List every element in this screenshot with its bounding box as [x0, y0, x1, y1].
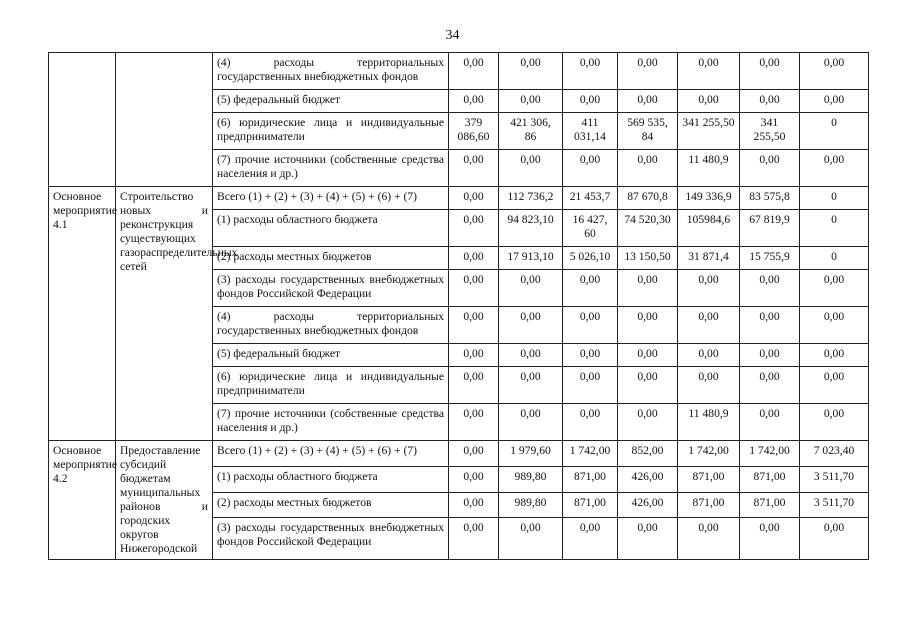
- amount-cell: 989,80: [499, 466, 563, 492]
- amount-cell: 0,00: [678, 90, 740, 113]
- amount-cell: 0,00: [618, 344, 678, 367]
- amount-cell: 871,00: [740, 466, 800, 492]
- funding-source-label: (5) федеральный бюджет: [213, 344, 449, 367]
- page-number: 34: [445, 28, 460, 43]
- amount-cell: 149 336,9: [678, 187, 740, 210]
- amount-cell: 105984,6: [678, 210, 740, 247]
- funding-source-label: (3) расходы государственных внебюджетных фондов Российской Федерации: [213, 270, 449, 307]
- amount-cell: 87 670,8: [618, 187, 678, 210]
- amount-cell: 871,00: [678, 492, 740, 518]
- amount-cell: 871,00: [563, 466, 618, 492]
- amount-cell: 0,00: [563, 404, 618, 441]
- amount-cell: 0,00: [740, 344, 800, 367]
- amount-cell: 0,00: [800, 150, 869, 187]
- amount-cell: 411 031,14: [563, 113, 618, 150]
- amount-cell: 0,00: [449, 150, 499, 187]
- amount-cell: 3 511,70: [800, 466, 869, 492]
- amount-cell: 0,00: [499, 404, 563, 441]
- table-row: [49, 441, 869, 467]
- amount-cell: 3 511,70: [800, 492, 869, 518]
- amount-cell: 426,00: [618, 492, 678, 518]
- amount-cell: 1 742,00: [740, 441, 800, 467]
- amount-cell: 0,00: [449, 344, 499, 367]
- amount-cell: 0,00: [740, 307, 800, 344]
- amount-cell: 94 823,10: [499, 210, 563, 247]
- amount-cell: 5 026,10: [563, 247, 618, 270]
- amount-cell: 0,00: [800, 270, 869, 307]
- amount-cell: 0,00: [449, 90, 499, 113]
- amount-cell: 0,00: [499, 90, 563, 113]
- amount-cell: 0,00: [618, 404, 678, 441]
- amount-cell: 871,00: [740, 492, 800, 518]
- amount-cell: 0: [800, 247, 869, 270]
- amount-cell: 0,00: [449, 210, 499, 247]
- amount-cell: 74 520,30: [618, 210, 678, 247]
- event-cell: Основное мероприятие 4.1: [49, 187, 116, 441]
- amount-cell: 0,00: [563, 270, 618, 307]
- amount-cell: 0,00: [678, 270, 740, 307]
- amount-cell: 0,00: [740, 367, 800, 404]
- amount-cell: 0: [800, 187, 869, 210]
- funding-source-label: (7) прочие источники (собственные средства населения и др.): [213, 404, 449, 441]
- amount-cell: 11 480,9: [678, 150, 740, 187]
- funding-source-label: (1) расходы областного бюджета: [213, 210, 449, 247]
- amount-cell: 0,00: [800, 344, 869, 367]
- amount-cell: 0,00: [449, 247, 499, 270]
- amount-cell: 1 979,60: [499, 441, 563, 467]
- amount-cell: 341 255,50: [740, 113, 800, 150]
- amount-cell: 0,00: [499, 53, 563, 90]
- amount-cell: 16 427, 60: [563, 210, 618, 247]
- amount-cell: 0,00: [800, 53, 869, 90]
- amount-cell: 0,00: [618, 307, 678, 344]
- amount-cell: 341 255,50: [678, 113, 740, 150]
- amount-cell: 0,00: [563, 518, 618, 560]
- event-name-cell: Строительство новых и реконструкция существующих газораспределительных сетей: [116, 187, 213, 441]
- amount-cell: 0,00: [740, 53, 800, 90]
- amount-cell: 0,00: [499, 307, 563, 344]
- amount-cell: 0,00: [449, 367, 499, 404]
- amount-cell: 0,00: [563, 307, 618, 344]
- amount-cell: 15 755,9: [740, 247, 800, 270]
- funding-source-label: (3) расходы государственных внебюджетных фондов Российской Федерации: [213, 518, 449, 560]
- amount-cell: 871,00: [678, 466, 740, 492]
- amount-cell: 0,00: [449, 53, 499, 90]
- amount-cell: 0,00: [449, 492, 499, 518]
- amount-cell: 0,00: [449, 270, 499, 307]
- event-cell: [49, 53, 116, 187]
- funding-source-label: (6) юридические лица и индивидуальные предприниматели: [213, 367, 449, 404]
- amount-cell: 0,00: [499, 518, 563, 560]
- amount-cell: 0,00: [800, 307, 869, 344]
- amount-cell: 379 086,60: [449, 113, 499, 150]
- amount-cell: 852,00: [618, 441, 678, 467]
- amount-cell: 7 023,40: [800, 441, 869, 467]
- event-name-cell: Предоставление субсидий бюджетам муниципальных районов и городских округов Нижегородской: [116, 441, 213, 560]
- amount-cell: 421 306, 86: [499, 113, 563, 150]
- event-name-cell: [116, 53, 213, 187]
- amount-cell: 83 575,8: [740, 187, 800, 210]
- amount-cell: 0,00: [449, 404, 499, 441]
- amount-cell: 0,00: [563, 90, 618, 113]
- funding-source-label: (6) юридические лица и индивидуальные предприниматели: [213, 113, 449, 150]
- amount-cell: 0,00: [499, 344, 563, 367]
- funding-source-label: (4) расходы территориальных государственных внебюджетных фондов: [213, 53, 449, 90]
- amount-cell: 0,00: [563, 53, 618, 90]
- amount-cell: 0,00: [678, 53, 740, 90]
- amount-cell: 0,00: [618, 270, 678, 307]
- amount-cell: 1 742,00: [563, 441, 618, 467]
- amount-cell: 0,00: [678, 518, 740, 560]
- amount-cell: 569 535, 84: [618, 113, 678, 150]
- amount-cell: 0,00: [563, 150, 618, 187]
- amount-cell: 11 480,9: [678, 404, 740, 441]
- event-cell: Основное мероприятие 4.2: [49, 441, 116, 560]
- amount-cell: 0,00: [740, 150, 800, 187]
- amount-cell: 0,00: [449, 307, 499, 344]
- amount-cell: 0,00: [678, 344, 740, 367]
- funding-source-label: Всего (1) + (2) + (3) + (4) + (5) + (6) + (7): [213, 187, 449, 210]
- amount-cell: 0,00: [678, 307, 740, 344]
- amount-cell: 0: [800, 210, 869, 247]
- amount-cell: 17 913,10: [499, 247, 563, 270]
- amount-cell: 13 150,50: [618, 247, 678, 270]
- funding-source-label: (4) расходы территориальных государственных внебюджетных фондов: [213, 307, 449, 344]
- table-row: [49, 187, 869, 210]
- funding-source-label: (7) прочие источники (собственные средства населения и др.): [213, 150, 449, 187]
- amount-cell: 112 736,2: [499, 187, 563, 210]
- amount-cell: 0,00: [800, 518, 869, 560]
- table-row: [49, 53, 869, 90]
- amount-cell: 0,00: [618, 518, 678, 560]
- amount-cell: 0,00: [449, 466, 499, 492]
- amount-cell: 989,80: [499, 492, 563, 518]
- amount-cell: 0: [800, 113, 869, 150]
- amount-cell: 0,00: [740, 518, 800, 560]
- amount-cell: 0,00: [740, 90, 800, 113]
- amount-cell: 0,00: [449, 441, 499, 467]
- amount-cell: 1 742,00: [678, 441, 740, 467]
- amount-cell: 0,00: [499, 367, 563, 404]
- amount-cell: 0,00: [563, 367, 618, 404]
- amount-cell: 0,00: [449, 518, 499, 560]
- amount-cell: 0,00: [618, 90, 678, 113]
- amount-cell: 0,00: [618, 150, 678, 187]
- amount-cell: 21 453,7: [563, 187, 618, 210]
- amount-cell: 67 819,9: [740, 210, 800, 247]
- budget-table: [48, 52, 869, 560]
- amount-cell: 0,00: [800, 90, 869, 113]
- funding-source-label: (1) расходы областного бюджета: [213, 466, 449, 492]
- amount-cell: 0,00: [740, 404, 800, 441]
- amount-cell: 426,00: [618, 466, 678, 492]
- funding-source-label: (2) расходы местных бюджетов: [213, 492, 449, 518]
- amount-cell: 31 871,4: [678, 247, 740, 270]
- amount-cell: 0,00: [618, 367, 678, 404]
- amount-cell: 0,00: [449, 187, 499, 210]
- amount-cell: 0,00: [800, 367, 869, 404]
- amount-cell: 0,00: [618, 53, 678, 90]
- amount-cell: 0,00: [563, 344, 618, 367]
- funding-source-label: (2) расходы местных бюджетов: [213, 247, 449, 270]
- amount-cell: 871,00: [563, 492, 618, 518]
- funding-source-label: Всего (1) + (2) + (3) + (4) + (5) + (6) + (7): [213, 441, 449, 467]
- amount-cell: 0,00: [800, 404, 869, 441]
- amount-cell: 0,00: [499, 270, 563, 307]
- amount-cell: 0,00: [499, 150, 563, 187]
- funding-source-label: (5) федеральный бюджет: [213, 90, 449, 113]
- amount-cell: 0,00: [678, 367, 740, 404]
- amount-cell: 0,00: [740, 270, 800, 307]
